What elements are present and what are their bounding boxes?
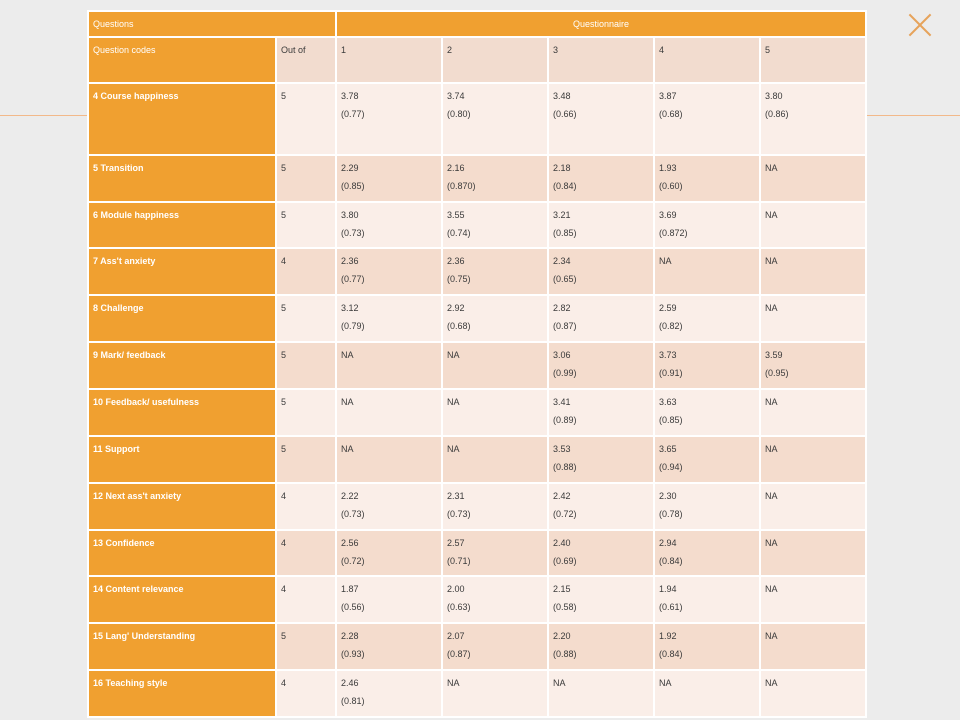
score-cell: [760, 389, 866, 436]
mean-value: 1.92: [659, 631, 677, 642]
score-cell: [548, 670, 654, 717]
mean-value: 3.73: [659, 350, 677, 361]
score-cell: [760, 530, 866, 577]
score-cell: [442, 202, 548, 249]
score-cell: [442, 670, 548, 717]
subheader-row: [88, 37, 866, 83]
mean-value: NA: [447, 350, 460, 361]
mean-value: 2.29: [341, 162, 359, 173]
sd-value: (0.74): [447, 227, 471, 238]
sd-value: (0.69): [553, 555, 577, 566]
score-cell: [548, 155, 654, 202]
out-of-value: 5: [276, 295, 336, 342]
mean-value: 3.74: [447, 91, 465, 102]
score-cell: [654, 155, 760, 202]
sd-value: (0.99): [553, 368, 577, 379]
sd-value: (0.84): [553, 180, 577, 191]
out-of-value: 4: [276, 248, 336, 295]
question-label: 13 Confidence: [88, 530, 276, 577]
sd-value: (0.80): [447, 109, 471, 120]
score-cell: [654, 389, 760, 436]
question-label: 12 Next ass't anxiety: [88, 483, 276, 530]
table-row: [88, 576, 866, 623]
score-cell: [442, 83, 548, 154]
score-cell: [336, 530, 442, 577]
mean-value: 3.12: [341, 303, 359, 314]
score-cell: [548, 436, 654, 483]
mean-value: 3.41: [553, 396, 571, 407]
score-cell: [760, 483, 866, 530]
question-label: 15 Lang' Understanding: [88, 623, 276, 670]
score-cell: [442, 530, 548, 577]
score-cell: [654, 623, 760, 670]
score-cell: [760, 155, 866, 202]
out-of-value: 4: [276, 670, 336, 717]
mean-value: 2.59: [659, 303, 677, 314]
mean-value: 3.21: [553, 209, 571, 220]
sd-value: (0.78): [659, 508, 683, 519]
score-cell: [336, 436, 442, 483]
score-cell: [442, 436, 548, 483]
question-label: 4 Course happiness: [88, 83, 276, 154]
mean-value: 3.06: [553, 350, 571, 361]
score-cell: [548, 389, 654, 436]
mean-value: NA: [659, 256, 672, 267]
score-cell: [548, 530, 654, 577]
score-cell: [760, 623, 866, 670]
sd-value: (0.870): [447, 180, 476, 191]
questionnaire-col-header: 3: [548, 37, 654, 83]
sd-value: (0.88): [553, 461, 577, 472]
mean-value: 1.87: [341, 584, 359, 595]
out-of-value: 4: [276, 483, 336, 530]
mean-value: NA: [553, 678, 566, 689]
score-cell: [760, 295, 866, 342]
table-row: [88, 295, 866, 342]
sd-value: (0.72): [341, 555, 365, 566]
questionnaire-col-header: 5: [760, 37, 866, 83]
sd-value: (0.93): [341, 649, 365, 660]
score-cell: [548, 202, 654, 249]
score-cell: [654, 83, 760, 154]
score-cell: [442, 155, 548, 202]
questionnaire-header: Questionnaire: [336, 11, 866, 37]
mean-value: NA: [341, 350, 354, 361]
mean-value: 1.93: [659, 162, 677, 173]
score-cell: [336, 202, 442, 249]
table-row: [88, 436, 866, 483]
question-label: 10 Feedback/ usefulness: [88, 389, 276, 436]
score-cell: [548, 483, 654, 530]
sd-value: (0.89): [553, 414, 577, 425]
score-cell: [760, 576, 866, 623]
mean-value: NA: [765, 162, 778, 173]
mean-value: 3.78: [341, 91, 359, 102]
score-cell: [760, 83, 866, 154]
sd-value: (0.56): [341, 602, 365, 613]
out-of-value: 4: [276, 576, 336, 623]
mean-value: 2.40: [553, 537, 571, 548]
mean-value: 3.80: [765, 91, 783, 102]
table-row: [88, 530, 866, 577]
questions-header: Questions: [88, 11, 336, 37]
mean-value: 3.80: [341, 209, 359, 220]
sd-value: (0.91): [659, 368, 683, 379]
sd-value: (0.85): [553, 227, 577, 238]
mean-value: 2.07: [447, 631, 465, 642]
mean-value: 3.69: [659, 209, 677, 220]
out-of-value: 5: [276, 342, 336, 389]
sd-value: (0.87): [553, 321, 577, 332]
sd-value: (0.82): [659, 321, 683, 332]
score-cell: [760, 202, 866, 249]
question-label: 9 Mark/ feedback: [88, 342, 276, 389]
score-cell: [654, 295, 760, 342]
score-cell: [336, 83, 442, 154]
out-of-header: Out of: [276, 37, 336, 83]
mean-value: 2.36: [341, 256, 359, 267]
mean-value: 2.92: [447, 303, 465, 314]
mean-value: NA: [765, 443, 778, 454]
score-cell: [548, 576, 654, 623]
mean-value: 2.94: [659, 537, 677, 548]
sd-value: (0.73): [341, 508, 365, 519]
mean-value: 2.16: [447, 162, 465, 173]
score-cell: [336, 623, 442, 670]
sd-value: (0.85): [341, 180, 365, 191]
score-cell: [336, 248, 442, 295]
score-cell: [442, 576, 548, 623]
score-cell: [760, 670, 866, 717]
mean-value: NA: [765, 256, 778, 267]
mean-value: 2.00: [447, 584, 465, 595]
score-cell: [760, 248, 866, 295]
mean-value: 2.30: [659, 490, 677, 501]
mean-value: NA: [659, 678, 672, 689]
mean-value: 3.63: [659, 396, 677, 407]
mean-value: 2.42: [553, 490, 571, 501]
table-row: [88, 83, 866, 154]
sd-value: (0.71): [447, 555, 471, 566]
sd-value: (0.87): [447, 649, 471, 660]
mean-value: 2.20: [553, 631, 571, 642]
sd-value: (0.77): [341, 274, 365, 285]
score-cell: [548, 83, 654, 154]
question-label: 16 Teaching style: [88, 670, 276, 717]
mean-value: NA: [765, 631, 778, 642]
mean-value: NA: [765, 396, 778, 407]
mean-value: NA: [765, 303, 778, 314]
mean-value: NA: [341, 443, 354, 454]
sd-value: (0.95): [765, 368, 789, 379]
score-cell: [548, 623, 654, 670]
sd-value: (0.81): [341, 696, 365, 707]
score-cell: [654, 483, 760, 530]
score-cell: [336, 342, 442, 389]
sd-value: (0.84): [659, 555, 683, 566]
table-row: [88, 342, 866, 389]
question-codes-header: Question codes: [88, 37, 276, 83]
mean-value: NA: [341, 396, 354, 407]
table-row: [88, 483, 866, 530]
question-label: 8 Challenge: [88, 295, 276, 342]
sd-value: (0.88): [553, 649, 577, 660]
score-cell: [442, 623, 548, 670]
out-of-value: 5: [276, 202, 336, 249]
table-row: [88, 155, 866, 202]
table-row: [88, 248, 866, 295]
mean-value: 3.65: [659, 443, 677, 454]
score-cell: [654, 576, 760, 623]
sd-value: (0.872): [659, 227, 688, 238]
question-label: 5 Transition: [88, 155, 276, 202]
mean-value: 2.31: [447, 490, 465, 501]
table-row: [88, 389, 866, 436]
sd-value: (0.94): [659, 461, 683, 472]
mean-value: 1.94: [659, 584, 677, 595]
mean-value: NA: [447, 396, 460, 407]
mean-value: 3.48: [553, 91, 571, 102]
score-cell: [336, 389, 442, 436]
sd-value: (0.85): [659, 414, 683, 425]
score-cell: [548, 248, 654, 295]
question-label: 11 Support: [88, 436, 276, 483]
mean-value: 2.18: [553, 162, 571, 173]
mean-value: NA: [765, 209, 778, 220]
sd-value: (0.86): [765, 109, 789, 120]
mean-value: 3.87: [659, 91, 677, 102]
sd-value: (0.68): [447, 321, 471, 332]
mean-value: 2.15: [553, 584, 571, 595]
out-of-value: 5: [276, 389, 336, 436]
score-cell: [442, 389, 548, 436]
score-cell: [336, 295, 442, 342]
score-cell: [654, 202, 760, 249]
score-cell: [442, 342, 548, 389]
score-cell: [442, 248, 548, 295]
score-cell: [442, 295, 548, 342]
score-cell: [548, 295, 654, 342]
out-of-value: 5: [276, 83, 336, 154]
questionnaire-col-header: 2: [442, 37, 548, 83]
score-cell: [336, 483, 442, 530]
sd-value: (0.58): [553, 602, 577, 613]
sd-value: (0.65): [553, 274, 577, 285]
mean-value: NA: [765, 537, 778, 548]
sd-value: (0.66): [553, 109, 577, 120]
out-of-value: 5: [276, 623, 336, 670]
mean-value: 2.46: [341, 678, 359, 689]
results-table: [87, 10, 867, 718]
mean-value: NA: [765, 490, 778, 501]
score-cell: [548, 342, 654, 389]
sd-value: (0.68): [659, 109, 683, 120]
mean-value: 2.34: [553, 256, 571, 267]
score-cell: [336, 670, 442, 717]
sd-value: (0.72): [553, 508, 577, 519]
score-cell: [336, 576, 442, 623]
x-mark-icon: [905, 10, 935, 40]
out-of-value: 5: [276, 436, 336, 483]
questionnaire-col-header: 1: [336, 37, 442, 83]
score-cell: [760, 436, 866, 483]
sd-value: (0.84): [659, 649, 683, 660]
mean-value: NA: [765, 584, 778, 595]
out-of-value: 5: [276, 155, 336, 202]
score-cell: [336, 155, 442, 202]
sd-value: (0.73): [447, 508, 471, 519]
sd-value: (0.63): [447, 602, 471, 613]
score-cell: [654, 342, 760, 389]
sd-value: (0.79): [341, 321, 365, 332]
question-label: 7 Ass't anxiety: [88, 248, 276, 295]
header-row: [88, 11, 866, 37]
mean-value: 3.53: [553, 443, 571, 454]
mean-value: 2.28: [341, 631, 359, 642]
mean-value: 3.59: [765, 350, 783, 361]
score-cell: [654, 530, 760, 577]
sd-value: (0.61): [659, 602, 683, 613]
table-row: [88, 670, 866, 717]
mean-value: NA: [447, 443, 460, 454]
score-cell: [760, 342, 866, 389]
sd-value: (0.60): [659, 180, 683, 191]
mean-value: 3.55: [447, 209, 465, 220]
sd-value: (0.75): [447, 274, 471, 285]
question-label: 14 Content relevance: [88, 576, 276, 623]
decorative-rule-right: [860, 115, 960, 116]
table-row: [88, 202, 866, 249]
mean-value: 2.22: [341, 490, 359, 501]
score-cell: [654, 670, 760, 717]
sd-value: (0.77): [341, 109, 365, 120]
decorative-rule-left: [0, 115, 92, 116]
mean-value: 2.56: [341, 537, 359, 548]
score-cell: [442, 483, 548, 530]
mean-value: 2.36: [447, 256, 465, 267]
mean-value: NA: [447, 678, 460, 689]
score-cell: [654, 248, 760, 295]
score-cell: [654, 436, 760, 483]
mean-value: 2.82: [553, 303, 571, 314]
sd-value: (0.73): [341, 227, 365, 238]
question-label: 6 Module happiness: [88, 202, 276, 249]
mean-value: NA: [765, 678, 778, 689]
table-row: [88, 623, 866, 670]
out-of-value: 4: [276, 530, 336, 577]
mean-value: 2.57: [447, 537, 465, 548]
questionnaire-col-header: 4: [654, 37, 760, 83]
